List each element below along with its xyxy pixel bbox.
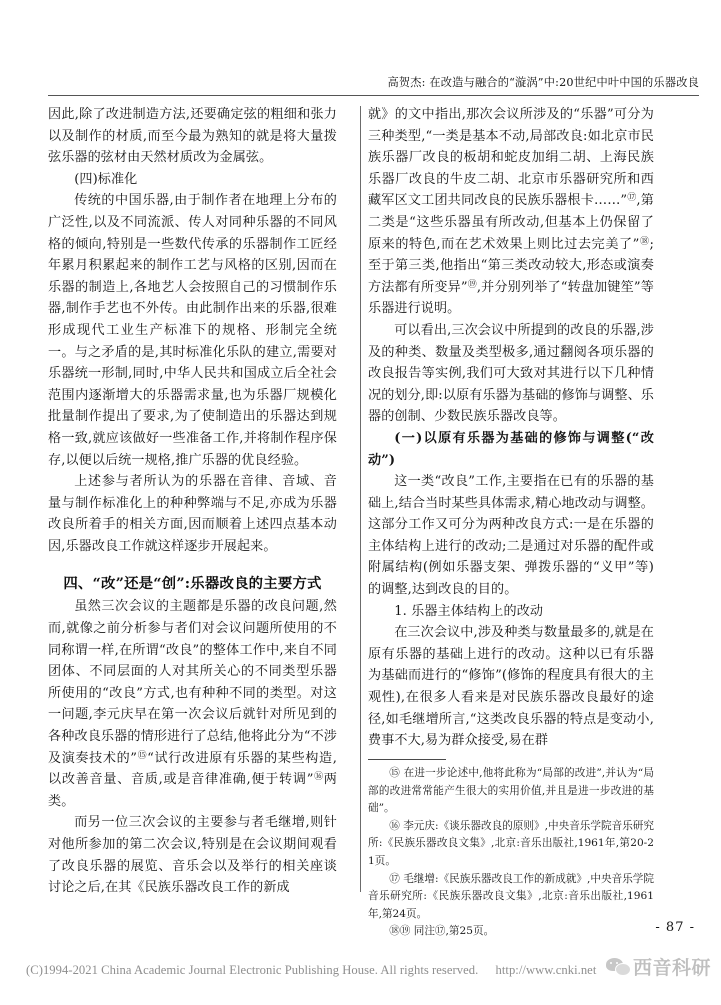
footnote-ref-16: ⑯ bbox=[313, 772, 324, 783]
footnote-18-19 bbox=[368, 923, 654, 941]
footnote-17 bbox=[368, 871, 654, 924]
para-segment-text: ,并分别列举了“转盘加键笙”等乐器进行说明。 bbox=[368, 279, 654, 317]
para-mao-jizeng: 而另一位三次会议的主要参与者毛继增,则针对他所参加的第二次会议,特别是在会议期间观看了改良乐器的展览、音乐会以及举行的相关座谈讨论之后,在其《民族乐器改良工作的新成 bbox=[48, 815, 337, 896]
para-subsection-heading-1: (一)以原有乐器为基础的修饰与调整(“改动”) bbox=[368, 430, 654, 468]
para-tradition-dispersion: 传统的中国乐器,由于制作者在地理上分布的广泛性,以及不同流派、传人对同种乐器的不同风格的倾向,特别是一些数代传承的乐器制作工匠经年累月积累起来的制作工艺与风格的区别,因而在乐器的制造上,各地艺人会按照自己的习惯制作乐器,制作手艺也不外传。由此制作出来的乐器,很难形成现代工业生产标准下的规格、形制完全统一。与之矛盾的是,其时标准化乐队的建立,需要对乐器统一形制,同时,中华人民共和国成立后全社会范围内逐渐增大的乐器需求量,也为乐器厂规模化批量制作提出了要求,为了使制造出的乐器达到规格一致,就应该做好一些准备工作,并将制作程序保存,以便以后统一规格,推广乐器的优良经验。 bbox=[48, 193, 337, 468]
watermark bbox=[606, 953, 711, 980]
para-four-causes-summary: 上述参与者所认为的乐器在音律、音域、音量与制作标准化上的种种弊端与不足,亦成为乐器改良所着手的相关方面,因而顺着上述四点基本动因,乐器改良工作就这样逐步开展起来。 bbox=[48, 474, 337, 554]
footnote-marker: ⑯ bbox=[389, 819, 400, 832]
footnote-ref-19: ⑲ bbox=[467, 279, 477, 290]
footnote-text: 李元庆:《谈乐器改良的原则》,中央音乐学院音乐研究所:《民族乐器改良文集》,北京:音乐出版社,1961年,第20-21页。 bbox=[368, 819, 655, 868]
para-strings-material: 因此,除了改进制造方法,还要确定弦的粗细和张力以及制作的材质,而至今最为熟知的就是将大量拨弦乐器的弦材由天然材质改为金属弦。 bbox=[48, 107, 337, 166]
para-heading-standardization: (四)标准化 bbox=[74, 171, 138, 187]
para-segment-text: 虽然三次会议的主题都是乐器的改良问题,然而,就像之前分析参与者们对会议问题所使用的不同称谓一样,在所谓“改良”的整体工作中,来自不同团体、不同层面的人对其所关心的不同类型乐器所使用的“改良”方式,也有种种不同的类型。对这一问题,李元庆早在第一次会议后就针对所见到的各种改良乐器的情形进行了总结,他将此分为“不涉及演奏技术的” bbox=[48, 599, 337, 766]
para-segment-text: ;至于第三类,他指出“第三类改动较大,形态或演奏方法都有所变异” bbox=[368, 236, 654, 295]
para-classification: 可以看出,三次会议中所提到的改良的乐器,涉及的种类、数量及类型极多,通过翻阅各项乐器的改良报告等实例,我们可大致对其进行以下几种情况的划分,即:以原有乐器为基础的修饰与调整、乐器的创制、少数民族乐器改良等。 bbox=[368, 322, 654, 425]
cnki-url[interactable]: http://www.cnki.net bbox=[495, 963, 597, 977]
para-subsection-heading-2: 1. 乐器主体结构上的改动 bbox=[394, 603, 544, 619]
para-segment-text: ,第二类是“这些乐器虽有所改动,但基本上仍保留了原来的特色,而在艺术效果上则比过去完美了” bbox=[368, 193, 654, 252]
footnote-text: 在进一步论述中,他将此称为“局部的改进”,并认为“局部的改进常常能产生很大的实用价值,并且是进一步改进的基础”。 bbox=[368, 767, 655, 815]
left-column bbox=[48, 104, 351, 894]
section-heading: 四、“改”还是“创”:乐器改良的主要方式 bbox=[63, 575, 322, 593]
watermark-label: 西音科研 bbox=[632, 957, 711, 979]
copyright-text: (C)1994-2021 China Academic Journal Electronic Publishing House. All rights reserved. bbox=[26, 963, 479, 977]
para-most-common: 在三次会议中,涉及种类与数量最多的,就是在原有乐器的基础上进行的改动。这种以已有乐器为基础而进行的“修饰”(修饰的程度具有很大的主观性),在很多人看来是对民族乐器改良最好的途径,如毛继增所言,“这类改良乐器的特点是变动小,费事不大,易为群众接受,易在群 bbox=[368, 625, 654, 749]
footnote-ref-17: ⑰ bbox=[627, 193, 637, 204]
para-segment-text: “试行改进原有乐器的某些构造,以改善音量、音质,或是音律准确,便于转调” bbox=[48, 750, 337, 788]
footnote-text: 毛继增:《民族乐器改良工作的新成就》,中央音乐学院音乐研究所:《民族乐器改良文集》,北京:音乐出版社,1961年,第24页。 bbox=[368, 872, 655, 920]
para-modification-explained: 这一类“改良”工作,主要指在已有的乐器的基础上,结合当时某些具体需求,精心地改动与调整。这部分工作又可分为两种改良方式:一是在乐器的主体结构上进行的改动;二是通过对乐器的配件或附属结构(例如乐器支架、弹拨乐器的“义甲”等)的调整,达到改良的目的。 bbox=[368, 474, 654, 598]
footnote-16 bbox=[368, 818, 654, 871]
page-number: - 87 - bbox=[655, 920, 695, 935]
para-three-meetings-theme bbox=[48, 596, 337, 812]
footnote-marker: ⑮ bbox=[389, 767, 400, 780]
footnote-marker: ⑱⑲ bbox=[389, 925, 411, 938]
footnote-ref-18: ⑱ bbox=[639, 236, 650, 247]
para-segment-text: 两类。 bbox=[48, 772, 337, 809]
running-head: 高贺杰: 在改造与融合的“漩涡”中:20世纪中叶中国的乐器改良 bbox=[387, 76, 699, 89]
footnote-marker: ⑰ bbox=[389, 872, 400, 885]
footnote-15 bbox=[368, 765, 654, 818]
para-three-types-quote bbox=[368, 104, 654, 320]
para-segment-text: 就》的文中指出,那次会议所涉及的“乐器”可分为三种类型,“一类是基本不动,局部改良:如北京市民族乐器厂改良的板胡和蛇皮加绢二胡、上海民族乐器厂改良的牛皮二胡、北京市乐器研究所和西藏军区文工团共同改良的民族乐器根卡……” bbox=[368, 107, 654, 209]
copyright-notice bbox=[26, 963, 596, 978]
running-head-rule bbox=[48, 95, 699, 96]
right-column bbox=[351, 104, 655, 938]
wechat-icon bbox=[606, 957, 630, 977]
footnote-text: 同注⑰,第25页。 bbox=[413, 925, 495, 938]
footnote-ref-15: ⑮ bbox=[137, 750, 148, 761]
footnote-separator-rule bbox=[368, 759, 446, 760]
